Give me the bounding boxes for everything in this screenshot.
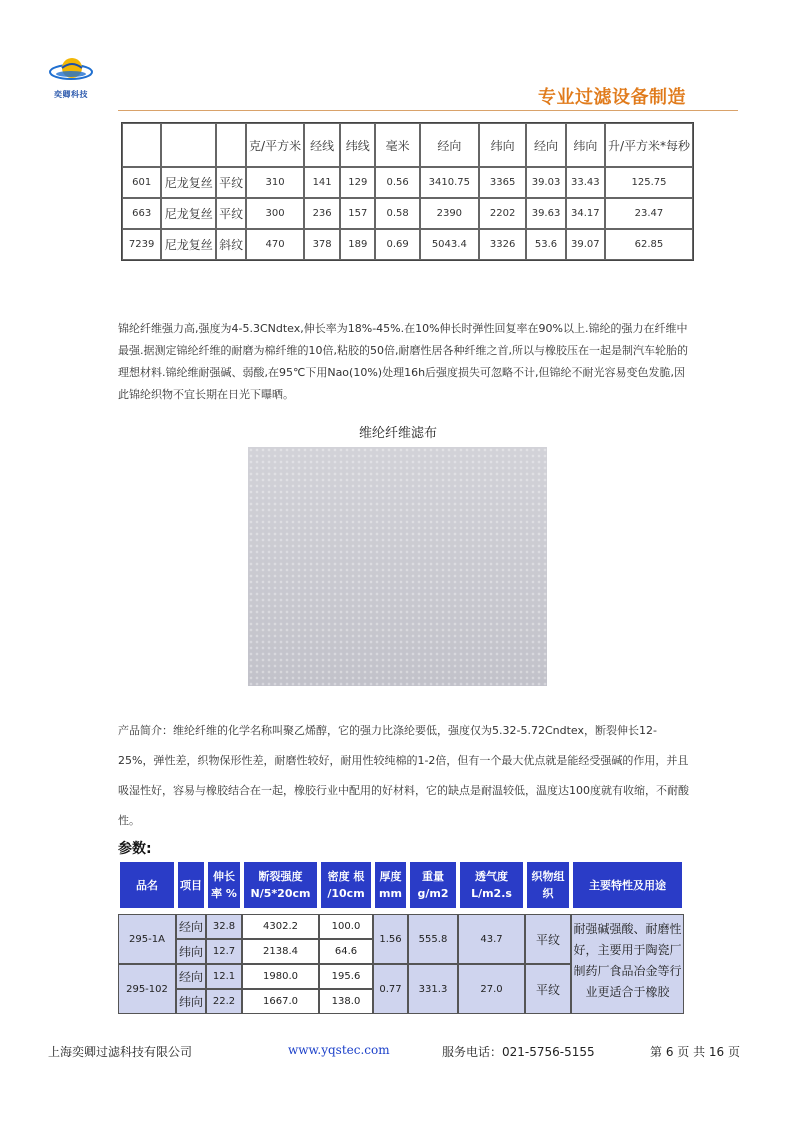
table-cell: 7239 <box>122 229 161 260</box>
weave-value: 平纹 <box>525 914 571 964</box>
elongation-value: 22.2 <box>206 989 242 1014</box>
table-cell: 2390 <box>420 198 479 229</box>
table-cell: 5043.4 <box>420 229 479 260</box>
features-description: 耐强碱强酸、耐磨性好，主要用于陶瓷厂制药厂食品冶金等行业更适合于橡胶 <box>571 914 684 1014</box>
header-cell: 克/平方米 <box>246 123 304 167</box>
header-cell: 纬向 <box>479 123 527 167</box>
weight-value: 331.3 <box>408 964 458 1014</box>
table-cell: 39.07 <box>566 229 605 260</box>
permeability-value: 43.7 <box>458 914 525 964</box>
table-cell: 62.85 <box>605 229 693 260</box>
logo-text: 奕卿科技 <box>54 90 88 99</box>
weight-value: 555.8 <box>408 914 458 964</box>
table-cell: 125.75 <box>605 167 693 198</box>
table-cell: 0.58 <box>375 198 419 229</box>
strength-value: 1980.0 <box>242 964 319 989</box>
table-cell: 470 <box>246 229 304 260</box>
header-cell: 织物组 织 <box>525 860 571 910</box>
table-cell: 23.47 <box>605 198 693 229</box>
direction-label: 纬向 <box>176 989 206 1014</box>
footer-phone: 服务电话：021-5756-5155 <box>442 1045 595 1059</box>
table-row <box>122 229 693 260</box>
header-cell: 品名 <box>118 860 176 910</box>
header-cell: 升/平方米*每秒 <box>605 123 693 167</box>
table-cell: 39.63 <box>526 198 565 229</box>
table-cell: 53.6 <box>526 229 565 260</box>
strength-value: 4302.2 <box>242 914 319 939</box>
table-header-row <box>122 123 693 167</box>
header-cell: 经向 <box>420 123 479 167</box>
header-cell <box>161 123 216 167</box>
table-cell: 平纹 <box>216 167 246 198</box>
table-cell: 663 <box>122 198 161 229</box>
page-number: 第 6 页 共 16 页 <box>650 1045 740 1059</box>
footer-website-link[interactable]: www.yqstec.com <box>288 1043 390 1057</box>
table-cell: 斜纹 <box>216 229 246 260</box>
header-cell: 重量 g/m2 <box>408 860 458 910</box>
table-cell: 0.69 <box>375 229 419 260</box>
direction-label: 经向 <box>176 914 206 939</box>
nylon-spec-table <box>121 122 694 261</box>
product-name: 295-1A <box>118 914 176 964</box>
table-cell: 300 <box>246 198 304 229</box>
table-cell: 2202 <box>479 198 527 229</box>
product-name: 295-102 <box>118 964 176 1014</box>
table-cell: 3410.75 <box>420 167 479 198</box>
header-cell: 透气度 L/m2.s <box>458 860 525 910</box>
weave-value: 平纹 <box>525 964 571 1014</box>
table-cell: 尼龙复丝 <box>161 167 216 198</box>
direction-label: 纬向 <box>176 939 206 964</box>
table-cell: 157 <box>340 198 375 229</box>
table-cell: 601 <box>122 167 161 198</box>
table-cell: 34.17 <box>566 198 605 229</box>
table-cell: 尼龙复丝 <box>161 198 216 229</box>
header-cell: 项目 <box>176 860 206 910</box>
elongation-value: 32.8 <box>206 914 242 939</box>
density-value: 138.0 <box>319 989 373 1014</box>
table-cell: 236 <box>304 198 340 229</box>
product-introduction: 产品简介：维纶纤维的化学名称叫聚乙烯醇，它的强力比涤纶要低，强度仅为5.32-5.72Cndtex，断裂伸长12-25%，弹性差，织物保形性差，耐磨性较好，耐用性较纯棉的1-2倍，但有一个最大优点就是能经受强碱的作用，并且吸湿性好，容易与橡胶结合在一起，橡胶行业中配用的好材料，它的缺点是耐温较低，温度达100度就有收缩，不耐酸性。 <box>118 724 689 827</box>
table-cell: 3326 <box>479 229 527 260</box>
table-cell: 189 <box>340 229 375 260</box>
table-row <box>118 914 684 939</box>
nylon-description: 锦纶纤维强力高,强度为4-5.3CNdtex,伸长率为18%-45%.在10%伸长时弹性回复率在90%以上.锦纶的强力在纤维中最强.据测定锦纶纤维的耐磨为棉纤维的10倍,粘胶的50倍,耐磨性居各种纤维之首,所以与橡胶压在一起是制汽车轮胎的理想材料.锦纶维耐强碱、弱酸,在95℃下用Nao(10%)处理16h后强度损失可忽略不计,但锦纶不耐光容易变色发脆,因此锦纶织物不宜长期在日光下曝晒。 <box>118 322 688 401</box>
header-cell: 厚度 mm <box>373 860 408 910</box>
elongation-value: 12.1 <box>206 964 242 989</box>
table-cell: 129 <box>340 167 375 198</box>
strength-value: 2138.4 <box>242 939 319 964</box>
header-divider <box>118 110 738 111</box>
density-value: 100.0 <box>319 914 373 939</box>
density-value: 195.6 <box>319 964 373 989</box>
page-header-title: 专业过滤设备制造 <box>538 87 686 108</box>
direction-label: 经向 <box>176 964 206 989</box>
header-cell <box>122 123 161 167</box>
header-cell: 毫米 <box>375 123 419 167</box>
table-cell: 33.43 <box>566 167 605 198</box>
table-row <box>122 167 693 198</box>
table-cell: 3365 <box>479 167 527 198</box>
table-cell: 39.03 <box>526 167 565 198</box>
table-cell: 378 <box>304 229 340 260</box>
header-cell: 纬线 <box>340 123 375 167</box>
params-heading: 参数: <box>118 841 152 857</box>
thickness-value: 0.77 <box>373 964 408 1014</box>
permeability-value: 27.0 <box>458 964 525 1014</box>
table-cell: 尼龙复丝 <box>161 229 216 260</box>
header-cell: 经向 <box>526 123 565 167</box>
density-value: 64.6 <box>319 939 373 964</box>
table-cell: 310 <box>246 167 304 198</box>
header-cell <box>216 123 246 167</box>
header-cell: 纬向 <box>566 123 605 167</box>
image-caption: 维纶纤维滤布 <box>358 426 437 441</box>
header-cell: 密度 根 /10cm <box>319 860 373 910</box>
header-cell: 经线 <box>304 123 340 167</box>
thickness-value: 1.56 <box>373 914 408 964</box>
table-cell: 141 <box>304 167 340 198</box>
strength-value: 1667.0 <box>242 989 319 1014</box>
footer-company: 上海奕卿过滤科技有限公司 <box>48 1045 193 1059</box>
header-cell: 主要特性及用途 <box>571 860 684 910</box>
vinylon-params-table <box>118 860 684 1014</box>
table-cell: 平纹 <box>216 198 246 229</box>
table-cell: 0.56 <box>375 167 419 198</box>
params-header-row <box>118 860 684 910</box>
header-cell: 伸长 率 % <box>206 860 242 910</box>
header-cell: 断裂强度 N/5*20cm <box>242 860 319 910</box>
filter-cloth-photo <box>248 447 547 686</box>
table-row <box>122 198 693 229</box>
elongation-value: 12.7 <box>206 939 242 964</box>
